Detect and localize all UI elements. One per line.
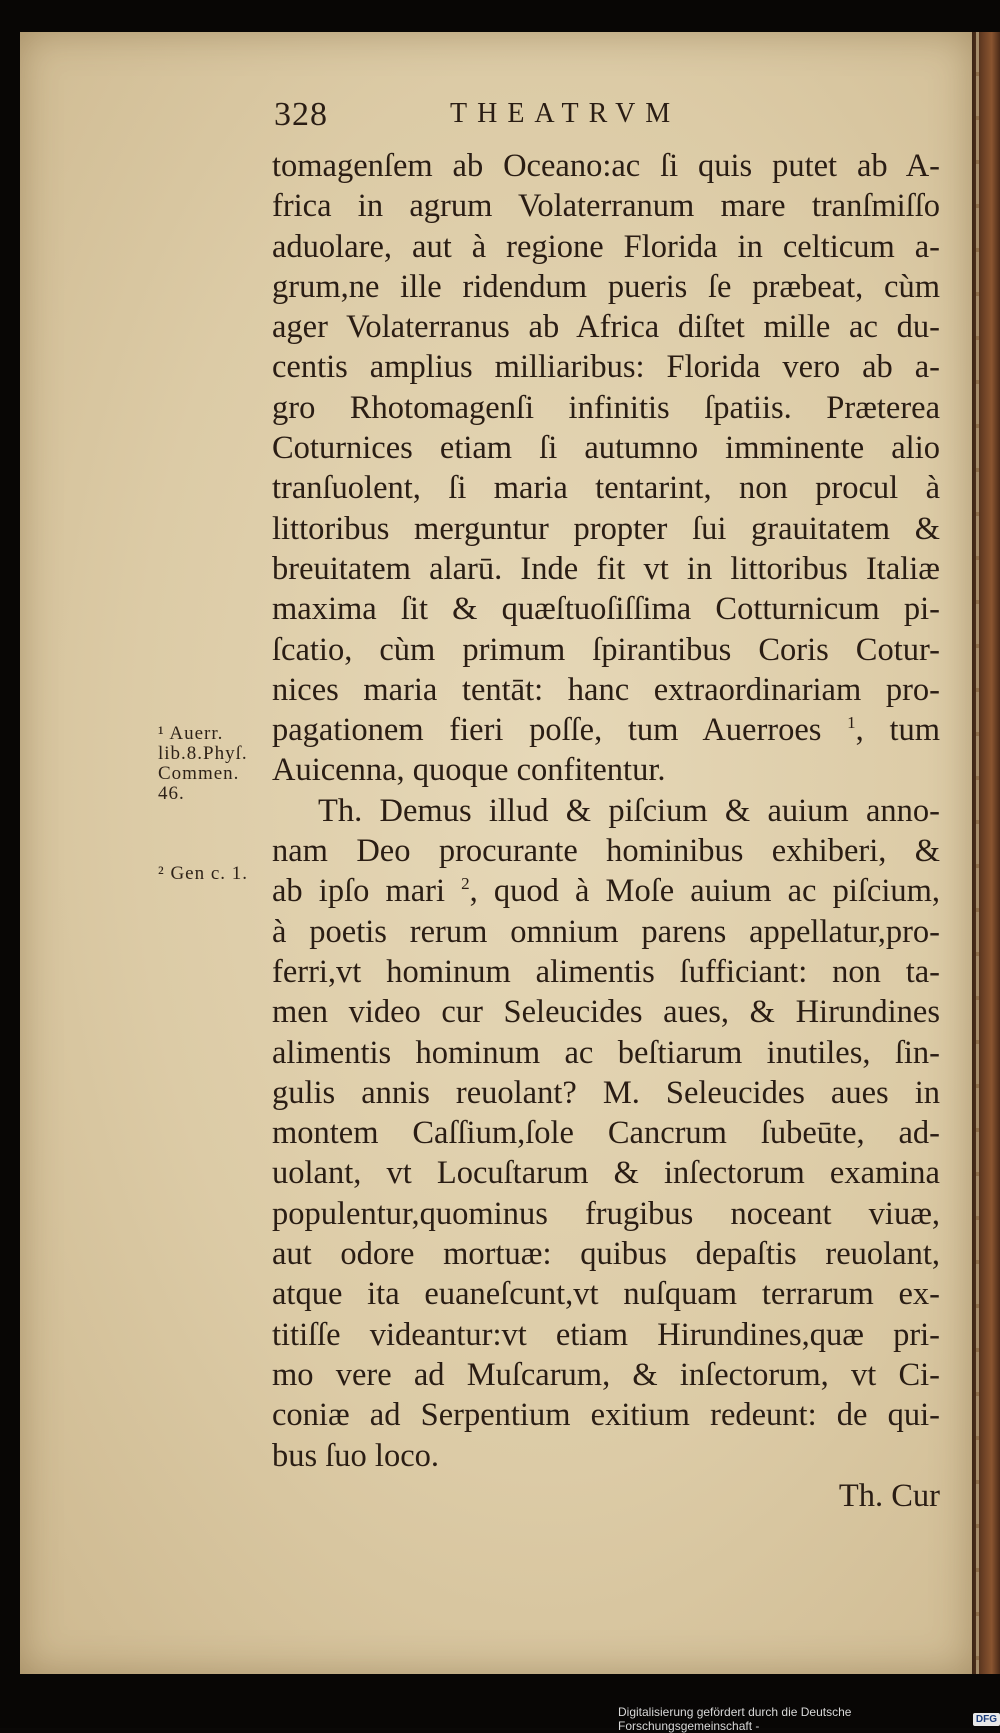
text-line: montem Caſſium,ſole Cancrum ſubeūte, ad- xyxy=(272,1115,940,1152)
text-segment: ab ipſo mari xyxy=(272,873,446,910)
text-line: frica in agrum Volaterranum mare tranſmiſſo xyxy=(272,188,940,225)
text-line: aduolare, aut à regione Florida in celticum a- xyxy=(272,228,940,265)
dfg-logo: DFG xyxy=(973,1713,1000,1726)
text-line: mo vere ad Muſcarum, & inſectorum, vt Ci- xyxy=(272,1356,940,1393)
catchword: Th. Cur xyxy=(838,1477,940,1514)
text-line: ſcatio, cùm primum ſpirantibus Coris Cotur- xyxy=(272,631,940,668)
text-line-with-footnote xyxy=(272,871,940,911)
footnote-marker: 2 xyxy=(461,874,470,894)
page-number: 328 xyxy=(274,96,328,133)
marginal-note-line: ¹ Auerr. xyxy=(158,723,224,744)
page-header xyxy=(274,96,914,136)
text-line: titiſſe videantur:vt etiam Hirundines,quæ pri- xyxy=(272,1316,940,1353)
marginal-note-line: Commen. xyxy=(158,763,240,784)
text-line: nam Deo procurante hominibus exhiberi, & xyxy=(272,833,940,870)
text-line: bus ſuo loco. xyxy=(272,1437,440,1474)
running-title: THEATRVM xyxy=(450,98,681,129)
text-line: alimentis hominum ac beſtiarum inutiles, ſin- xyxy=(272,1034,940,1071)
text-line: nices maria tentāt: hanc extraordinariam pro- xyxy=(272,671,940,708)
body-text xyxy=(272,146,940,1516)
marginal-note-1 xyxy=(158,724,248,804)
text-line: Auicenna, quoque confitentur. xyxy=(272,752,666,789)
text-segment: , tum xyxy=(855,712,941,749)
text-line: populentur,quominus frugibus noceant viuæ, xyxy=(272,1195,940,1232)
digitization-credit xyxy=(618,1705,1000,1733)
text-line: maxima ſit & quæſtuoſiſſima Cotturnicum pi- xyxy=(272,591,940,628)
marginal-note-line: 46. xyxy=(158,783,185,804)
text-line: atque ita euaneſcunt,vt nuſquam terrarum ex- xyxy=(272,1276,940,1313)
text-line: à poetis rerum omnium parens appellatur,pro- xyxy=(272,913,940,950)
marginal-note-2 xyxy=(158,864,248,884)
text-line: breuitatem alarū. Inde fit vt in littoribus Italiæ xyxy=(272,550,940,587)
text-line: grum,ne ille ridendum pueris ſe præbeat, cùm xyxy=(272,268,940,305)
book-edge xyxy=(972,32,1000,1674)
text-line: tomagenſem ab Oceano:ac ſi quis putet ab A- xyxy=(272,148,940,184)
footnote-marker: 1 xyxy=(847,713,856,733)
text-line: gro Rhotomagenſi infinitis ſpatiis. Præterea xyxy=(272,389,940,426)
text-line: ferri,vt hominum alimentis ſufficiant: non ta- xyxy=(272,953,940,990)
text-line: littoribus merguntur propter ſui grauitatem & xyxy=(272,510,940,547)
credit-text: Digitalisierung gefördert durch die Deutsche Forschungsgemeinschaft - xyxy=(618,1705,852,1733)
text-line: aut odore mortuæ: quibus depaſtis reuolant, xyxy=(272,1236,940,1273)
text-line: ager Volaterranus ab Africa diſtet mille ac du- xyxy=(272,309,940,346)
text-line: Coturnices etiam ſi autumno imminente alio xyxy=(272,430,940,467)
text-line: Th. Demus illud & piſcium & auium anno- xyxy=(318,792,940,829)
text-segment: , quod à Moſe auium ac piſcium, xyxy=(469,873,941,910)
text-line: centis amplius milliaribus: Florida vero ab a- xyxy=(272,349,940,386)
marginal-note-line: lib.8.Phyſ. xyxy=(158,743,248,764)
text-line: coniæ ad Serpentium exitium redeunt: de qui- xyxy=(272,1397,940,1434)
text-line-with-footnote xyxy=(272,710,940,750)
text-segment: pagationem fieri poſſe, tum Auerroes xyxy=(272,712,822,749)
marginal-note-line: ² Gen c. 1. xyxy=(158,863,249,884)
text-line: gulis annis reuolant? M. Seleucides aues in xyxy=(272,1074,940,1111)
text-line: tranſuolent, ſi maria tentarint, non procul à xyxy=(272,470,940,507)
text-line: men video cur Seleucides aues, & Hirundines xyxy=(272,994,940,1031)
text-line: uolant, vt Locuſtarum & inſectorum examina xyxy=(272,1155,940,1192)
